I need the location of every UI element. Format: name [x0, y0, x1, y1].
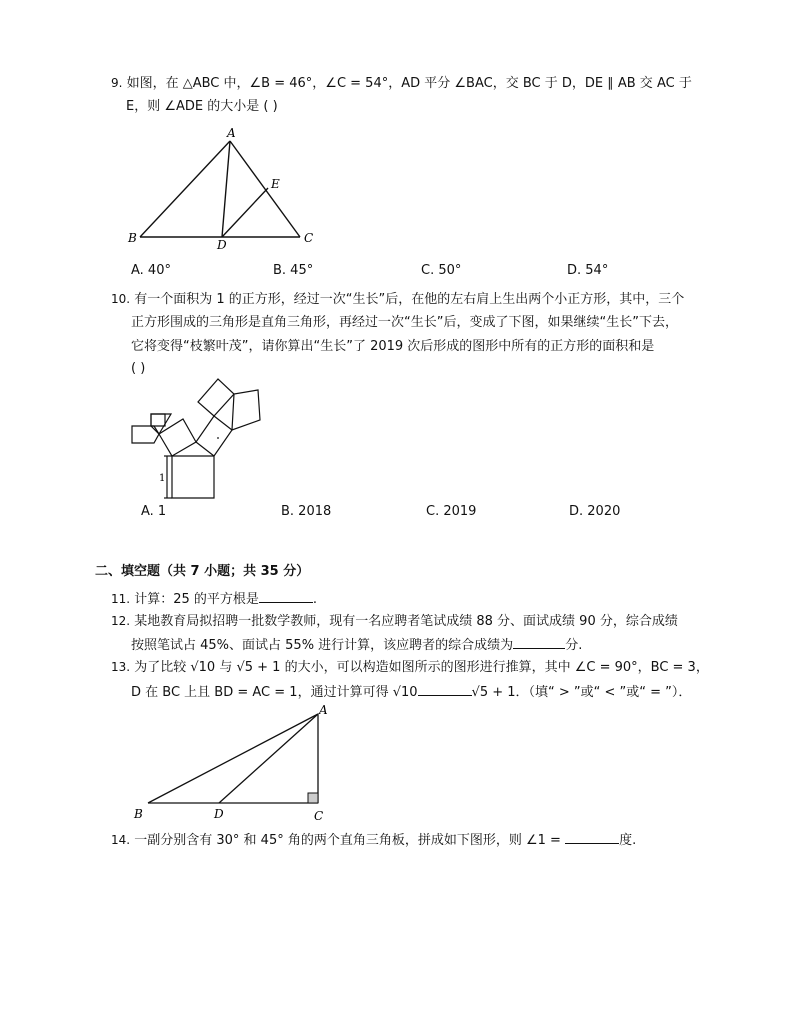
q10-square-main	[172, 456, 214, 498]
q12-text-line2-before: 按照笔试占 45%、面试占 55% 进行计算，该应聘者的综合成绩为	[131, 638, 514, 653]
q10-option-d[interactable]: D. 2020	[569, 504, 621, 519]
q9-side-ab	[140, 141, 230, 237]
q11	[111, 588, 317, 610]
q10-pythagoras-tree-figure	[126, 376, 266, 502]
q10-text-line3: 它将变得“枝繁叶茂”，请你算出“生长”了 2019 次后形成的图形中所有的正方形的面积和是	[131, 339, 655, 354]
q10-text-line4: ( )	[131, 361, 146, 376]
q12-answer-blank[interactable]	[513, 634, 565, 649]
q13-label-d: D	[214, 807, 224, 821]
q11-text-before: 计算：25 的平方根是	[134, 592, 259, 607]
q9-label-b: B	[128, 231, 137, 245]
q9-line1	[111, 73, 692, 94]
q11-text-after: .	[312, 592, 318, 607]
q10-option-b[interactable]: B. 2018	[281, 504, 332, 519]
q10-text-line2: 正方形围成的三角形是直角三角形，再经过一次“生长”后，变成了下图，如果继续“生长”下去，	[131, 315, 678, 330]
q9-label-d: D	[217, 238, 227, 250]
q13-text-line2-before: D 在 BC 上且 BD = AC = 1，通过计算可得 √10	[131, 685, 418, 700]
q12-text-line2-after: 分.	[565, 638, 583, 653]
q9-label-a: A	[227, 126, 236, 140]
q10-side-label: 1	[159, 473, 166, 484]
q14-text-after: 度.	[619, 833, 637, 848]
section2-title: 二、填空题（共 7 小题；共 35 分）	[95, 564, 310, 579]
q12-text-line1: 某地教育局拟招聘一批数学教师，现有一名应聘者笔试成绩 88 分、面试成绩 90 分，综合成绩	[134, 614, 678, 629]
q10-text-line1: 有一个面积为 1 的正方形，经过一次“生长”后，在他的左右肩上生出两个小正方形，其中，三个	[134, 292, 685, 307]
q12-number: 12.	[111, 614, 131, 628]
q9-text-line2: E，则 ∠ADE 的大小是 ( )	[126, 99, 278, 114]
q13-label-b: B	[134, 807, 143, 821]
q10-square-left-2a	[132, 426, 159, 443]
q9-segment-ad	[222, 141, 230, 237]
q10-option-c[interactable]: C. 2019	[426, 504, 477, 519]
q10-option-a[interactable]: A. 1	[141, 504, 167, 519]
q13-line1	[111, 657, 709, 678]
q9-number: 9.	[111, 76, 123, 90]
q13-text-line1: 为了比较 √10 与 √5 + 1 的大小，可以构造如图所示的图形进行推算，其中 ∠C = 90°，BC = 3，	[134, 660, 709, 675]
q10-square-right-2b	[232, 390, 260, 430]
q13-number: 13.	[111, 660, 131, 674]
q9-label-e: E	[271, 177, 280, 191]
q14	[111, 829, 636, 851]
q9-triangle-figure	[120, 125, 325, 250]
q10-line1	[111, 289, 684, 310]
q13-answer-blank[interactable]	[418, 681, 472, 696]
q10-square-right-1	[196, 416, 232, 456]
q9-label-c: C	[304, 231, 314, 245]
q13-right-triangle-figure	[128, 700, 338, 825]
q9-option-c[interactable]: C. 50°	[421, 263, 462, 278]
q10-square-tiny	[151, 414, 165, 426]
q13-right-angle-mark	[308, 793, 318, 803]
q14-text-before: 一副分别含有 30° 和 45° 角的两个直角三角板，拼成如下图形，则 ∠1 =	[134, 833, 561, 848]
q14-number: 14.	[111, 833, 131, 847]
q9-option-a[interactable]: A. 40°	[131, 263, 171, 278]
q14-answer-blank[interactable]	[565, 829, 619, 844]
q13-label-a: A	[319, 703, 328, 717]
q10-square-left-2b	[151, 414, 171, 434]
q9-option-d[interactable]: D. 54°	[567, 263, 609, 278]
q10-number: 10.	[111, 292, 131, 306]
q13-text-line2-after: √5 + 1．（填“ > ”或“ < ”或“ = ”）．	[471, 685, 692, 700]
q11-answer-blank[interactable]	[259, 588, 313, 603]
q9-side-ac	[230, 141, 300, 237]
q9-segment-de	[222, 188, 268, 237]
q9-text-line1: 如图，在 △ABC 中，∠B = 46°，∠C = 54°，AD 平分 ∠BAC，交 BC 于 D，DE ∥ AB 交 AC 于	[126, 76, 692, 91]
q12-line2	[131, 634, 582, 656]
q10-square-right-2a	[198, 379, 234, 416]
q9-option-b[interactable]: B. 45°	[273, 263, 314, 278]
q11-number: 11.	[111, 592, 131, 606]
q13-label-c: C	[314, 809, 324, 823]
q12-line1	[111, 611, 678, 632]
